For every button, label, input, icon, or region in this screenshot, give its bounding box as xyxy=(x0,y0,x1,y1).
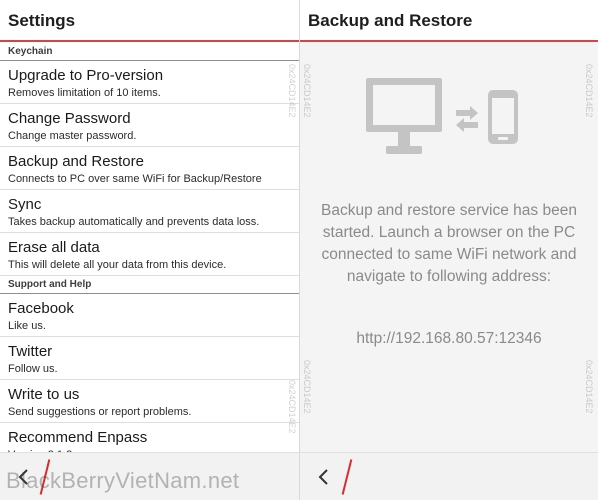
item-subtitle: Removes limitation of 10 items. xyxy=(8,87,161,99)
settings-item-upgrade[interactable] xyxy=(0,61,300,104)
item-subtitle: This will delete all your data from this device. xyxy=(8,259,227,271)
item-title: Sync xyxy=(8,196,42,213)
settings-item-change-password[interactable] xyxy=(0,104,300,147)
backup-action-bar xyxy=(300,452,598,500)
item-subtitle: Follow us. xyxy=(8,363,58,375)
chevron-left-icon[interactable] xyxy=(312,465,336,489)
backup-graphic xyxy=(364,76,524,160)
title-divider xyxy=(300,40,598,42)
side-mark: 0x24CD14E2 xyxy=(287,380,297,434)
settings-item-twitter[interactable] xyxy=(0,337,300,380)
settings-item-erase-data[interactable] xyxy=(0,233,300,276)
settings-item-backup-restore[interactable] xyxy=(0,147,300,190)
item-title: Write to us xyxy=(8,386,80,403)
item-subtitle: Connects to PC over same WiFi for Backup/Restore xyxy=(8,173,262,185)
divider-slash xyxy=(342,459,353,494)
item-subtitle: Takes backup automatically and prevents data loss. xyxy=(8,216,260,228)
backup-restore-screen xyxy=(300,0,598,500)
side-mark: 0x24CD14E2 xyxy=(584,64,594,118)
side-mark: 0x24CD14E2 xyxy=(302,360,312,414)
side-mark: 0x24CD14E2 xyxy=(584,360,594,414)
item-title: Change Password xyxy=(8,110,131,127)
settings-item-write-to-us[interactable] xyxy=(0,380,300,423)
settings-item-sync[interactable] xyxy=(0,190,300,233)
phone-icon xyxy=(488,90,518,144)
settings-item-facebook[interactable] xyxy=(0,294,300,337)
section-header-support: Support and Help xyxy=(0,276,300,294)
item-title: Erase all data xyxy=(8,239,100,256)
sync-arrows-icon xyxy=(456,106,478,132)
backup-titlebar xyxy=(300,0,598,42)
settings-titlebar xyxy=(0,0,300,42)
backup-address: http://192.168.80.57:12346 xyxy=(356,330,542,347)
page-title: Backup and Restore xyxy=(308,11,473,30)
item-subtitle: Change master password. xyxy=(8,130,137,142)
side-mark: 0x24CD14E2 xyxy=(287,64,297,118)
item-subtitle: Send suggestions or report problems. xyxy=(8,406,192,418)
title-divider xyxy=(0,40,300,42)
page-title: Settings xyxy=(8,11,76,30)
item-title: Backup and Restore xyxy=(8,153,144,170)
item-title: Twitter xyxy=(8,343,53,360)
monitor-icon xyxy=(366,78,442,154)
item-title: Recommend Enpass xyxy=(8,429,148,446)
side-mark: 0x24CD14E2 xyxy=(302,64,312,118)
backup-status-message: Backup and restore service has been started. Launch a browser on the PC connected to same WiFi network and navigate to following address: xyxy=(321,202,577,285)
item-title: Upgrade to Pro-version xyxy=(8,67,164,84)
section-header-keychain: Keychain xyxy=(0,43,300,61)
watermark-text: BlackBerryVietNam.net xyxy=(6,468,240,493)
item-subtitle: Like us. xyxy=(8,320,46,332)
item-title: Facebook xyxy=(8,300,74,317)
